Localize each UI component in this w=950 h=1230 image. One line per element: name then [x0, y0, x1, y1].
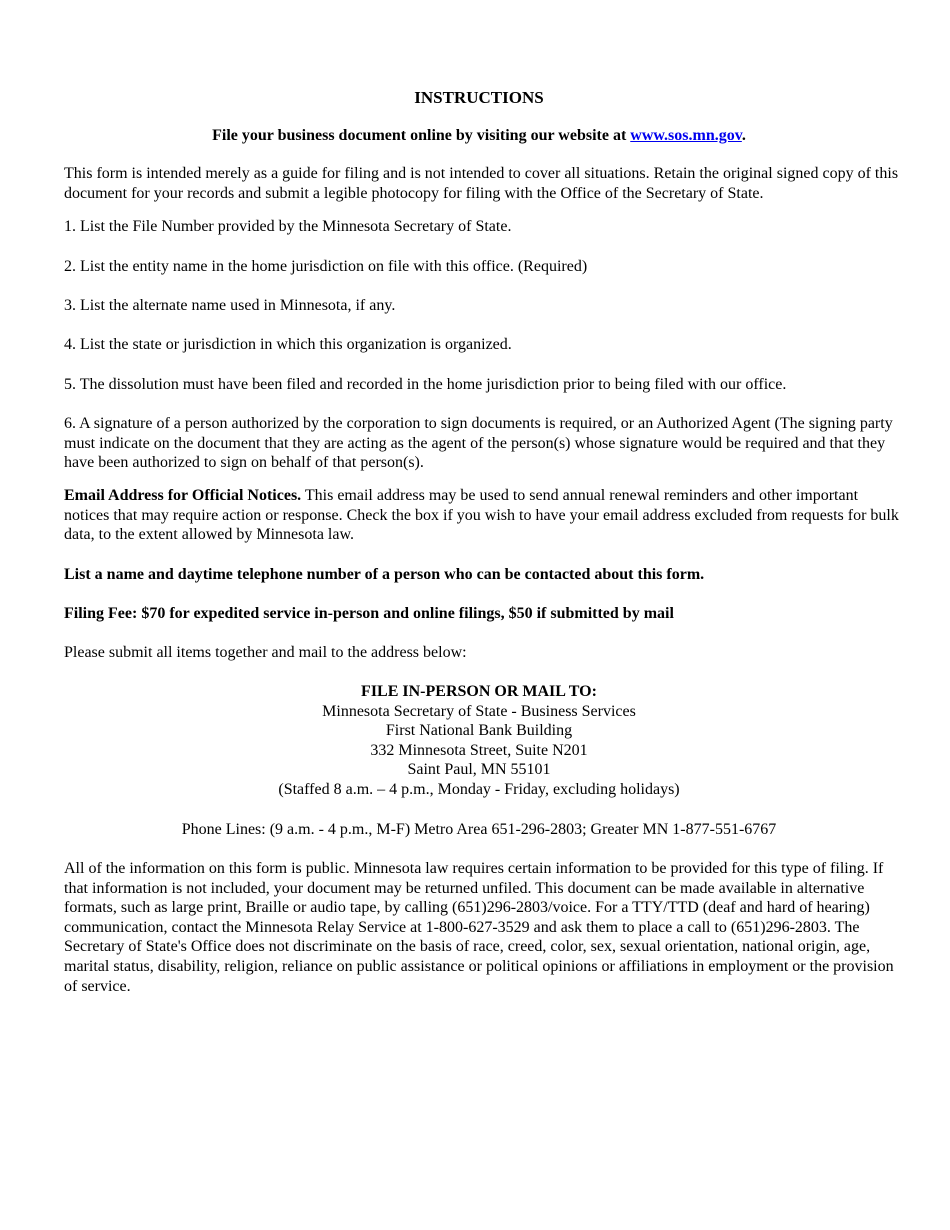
filing-fee: Filing Fee: $70 for expedited service in-person and online filings, $50 if submitted by mail: [64, 605, 674, 622]
email-label: Email Address for Official Notices.: [64, 487, 302, 504]
email-text: This email address may be used to send annual renewal reminders and other important notices that may require action or response. Check the box if you wish to have your email address excluded from requests for bulk data, to the extent allowed by Minnesota law.: [64, 487, 899, 544]
address-line-5: (Staffed 8 a.m. – 4 p.m., Monday - Friday, excluding holidays): [278, 780, 680, 798]
online-filing-note: [64, 126, 894, 146]
address-line-1: Minnesota Secretary of State - Business Services: [322, 702, 636, 720]
address-line-4: Saint Paul, MN 55101: [407, 761, 551, 779]
instruction-item-1: 1. List the File Number provided by the Minnesota Secretary of State.: [64, 218, 512, 235]
page-title: INSTRUCTIONS: [414, 88, 544, 107]
online-prefix: File your business document online by visiting our website at: [212, 127, 631, 144]
address-heading: FILE IN-PERSON OR MAIL TO:: [361, 683, 597, 700]
address-line-3: 332 Minnesota Street, Suite N201: [370, 741, 588, 759]
instruction-item-3: 3. List the alternate name used in Minnesota, if any.: [64, 297, 396, 314]
instruction-item-6: 6. A signature of a person authorized by the corporation to sign documents is required, or an Authorized Agent (The signing party must indicate on the document that they are acting as the agent of the person(s) whose signature would be required and that they have been authorized to sign on behalf of that person(s).: [64, 415, 893, 472]
mailing-address: [64, 682, 894, 800]
instruction-item-4: 4. List the state or jurisdiction in which this organization is organized.: [64, 336, 512, 353]
contact-note: List a name and daytime telephone number of a person who can be contacted about this form.: [64, 566, 705, 583]
public-info-paragraph: All of the information on this form is public. Minnesota law requires certain information to be provided for this type of filing. If that information is not included, your document may be returned unfiled. This document can be made available in alternative formats, such as large print, Braille or audio tape, by calling (651)296-2803/voice. For a TTY/TTD (deaf and hard of hearing) communication, contact the Minnesota Relay Service at 1-800-627-3529 and ask them to place a call to (651)296-2803. The Secretary of State's Office does not discriminate on the basis of race, creed, color, sex, sexual orientation, national origin, age, marital status, disability, religion, reliance on public assistance or political opinions or affiliations in employment or the provision of service.: [64, 860, 894, 995]
intro-paragraph: This form is intended merely as a guide for filing and is not intended to cover all situations. Retain the original signed copy of this document for your records and submit a legible photocopy for filing with the Office of the Secretary of State.: [64, 165, 899, 202]
address-line-2: First National Bank Building: [385, 722, 573, 740]
website-link[interactable]: www.sos.mn.gov: [630, 127, 742, 144]
online-suffix: .: [741, 127, 746, 144]
instruction-item-5: 5. The dissolution must have been filed and recorded in the home jurisdiction prior to being filed with our office.: [64, 376, 787, 393]
submit-note: Please submit all items together and mail to the address below:: [64, 644, 467, 661]
phone-lines: Phone Lines: (9 a.m. - 4 p.m., M-F) Metro Area 651-296-2803; Greater MN 1-877-551-6767: [181, 821, 777, 838]
email-paragraph: [64, 486, 906, 545]
instruction-item-2: 2. List the entity name in the home jurisdiction on file with this office. (Required): [64, 258, 588, 275]
